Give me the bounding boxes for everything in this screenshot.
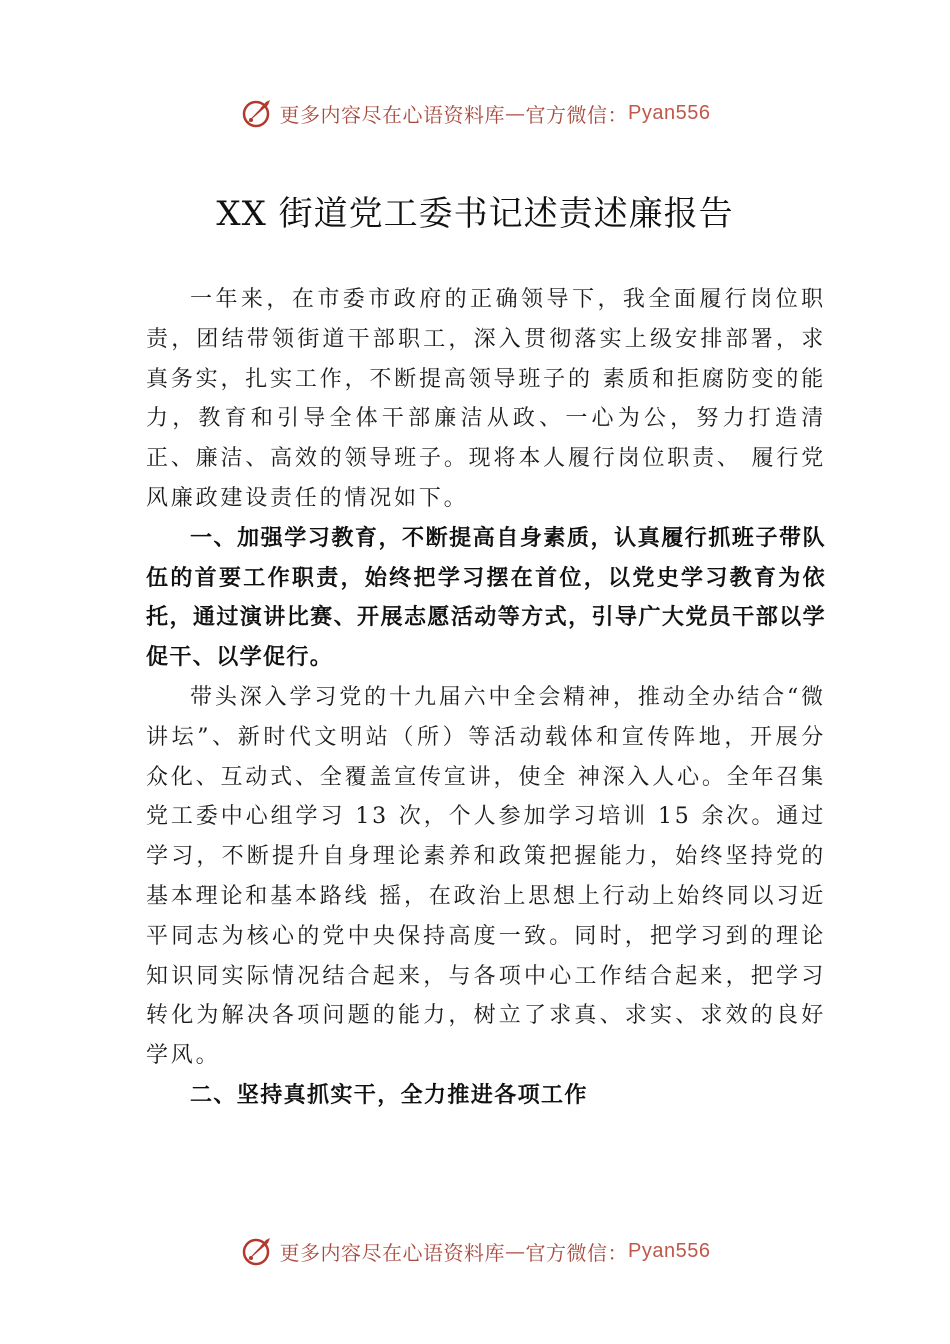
banner-wechat-label: 官方微信：: [525, 102, 629, 127]
section-heading-2: 二、坚持真抓实干，全力推进各项工作: [190, 1082, 588, 1108]
header-banner: [0, 96, 950, 130]
quill-logo-icon: [240, 1234, 274, 1268]
document-body: [146, 280, 826, 1116]
paragraph-study: 带头深入学习党的十九届六中全会精神，推动全办结合“微讲坛”、新时代文明站（所）等活动载体和宣传阵地，开展分众化、互动式、全覆盖宣传宣讲，使全 神深入人心。全年召集党工委中心组学习 13 次，个人参加学习培训 15 余次。通过学习，不断提升自身理论素养和政策把握能力，始终坚持党的基本理论和基本路线 摇，在政治上思想上行动上始终同以习近平同志为核心的党中央保持高度一致。同时，把学习到的理论知识同实际情况结合起来，与各项中心工作结合起来，把学习 转化为解决各项问题的能力，树立了求真、求实、求效的良好学风。: [146, 684, 826, 1069]
banner-text: 更多内容尽在心语资料库: [279, 1240, 506, 1265]
paragraph-intro: 一年来，在市委市政府的正确领导下，我全面履行岗位职责，团结带领街道干部职工，深入贯彻落实上级安排部署，求真务实，扎实工作，不断提高领导班子的 素质和拒腐防变的能力，教育和引导全体干部廉洁从政、一心为公，努力打造清正、廉洁、高效的领导班子。现将本人履行岗位职责、 履行党风廉政建设责任的情况如下。: [146, 287, 826, 511]
banner-separator: —: [505, 101, 526, 125]
banner-text: 更多内容尽在心语资料库: [279, 102, 506, 127]
document-title: XX 街道党工委书记述责述廉报告: [216, 194, 734, 234]
banner-separator: —: [505, 1239, 526, 1263]
quill-logo-icon: [240, 96, 274, 130]
section-heading-1: 一、加强学习教育，不断提高自身素质，认真履行抓班子带队伍的首要工作职责，始终把学习摆在首位，以党史学习教育为依托，通过演讲比赛、开展志愿活动等方式，引导广大党员干部以学促干、以学促行。: [146, 525, 826, 671]
banner-wechat-id: Pyan556: [628, 101, 711, 124]
banner-wechat-id: Pyan556: [628, 1239, 711, 1262]
footer-banner: [0, 1234, 950, 1268]
banner-wechat-label: 官方微信：: [525, 1240, 629, 1265]
